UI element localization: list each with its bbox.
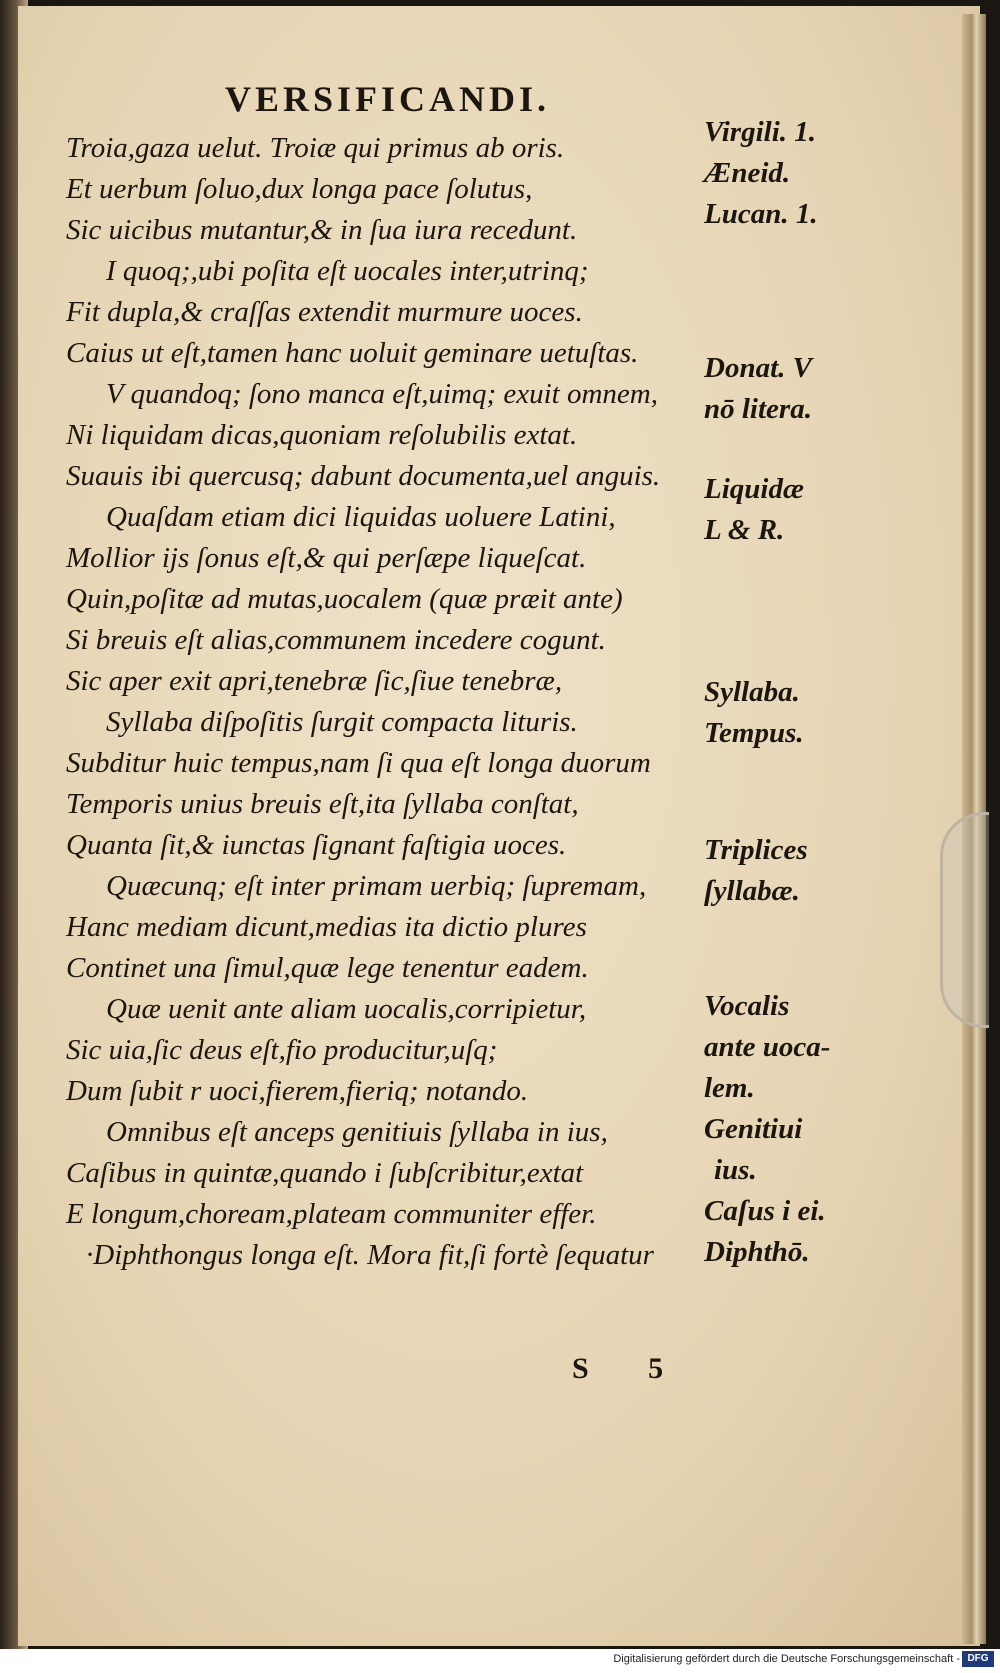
margin-note: Caſus i ei. — [704, 1195, 826, 1227]
signature-mark: S 5 — [572, 1352, 690, 1385]
text-line: Quin,poſitæ ad mutas,uocalem (quæ præit ante) — [66, 583, 623, 615]
text-line: Temporis unius breuis eſt,ita ſyllaba conſtat, — [66, 788, 579, 820]
text-line: Dum ſubit r uoci,fierem,fieriq; notando. — [66, 1075, 529, 1107]
text-line: Hanc mediam dicunt,medias ita dictio plures — [66, 911, 587, 943]
page-clip — [940, 812, 989, 1028]
text-line: Caſibus in quintæ,quando i ſubſcribitur,extat — [66, 1157, 584, 1189]
text-line: Caius ut eſt,tamen hanc uoluit geminare uetuſtas. — [66, 337, 639, 369]
text-line: Sic uicibus mutantur,& in ſua iura recedunt. — [66, 214, 578, 246]
text-line: Si breuis eſt alias,communem incedere cogunt. — [66, 624, 606, 656]
text-line: Syllaba diſpoſitis ſurgit compacta lituris. — [106, 706, 578, 738]
margin-note: nō litera. — [704, 393, 812, 425]
margin-note: lem. — [704, 1072, 755, 1104]
running-heading: VERSIFICANDI. — [225, 79, 551, 119]
margin-note: Æneid. — [704, 157, 791, 189]
margin-note: Diphthō. — [704, 1236, 810, 1268]
text-line: Sic aper exit apri,tenebræ ſic,ſiue tenebræ, — [66, 665, 563, 697]
dfg-logo: DFG — [962, 1651, 994, 1667]
margin-note: ante uoca- — [704, 1031, 831, 1063]
text-line: E longum,choream,plateam communiter effer. — [66, 1198, 597, 1230]
margin-note: Triplices — [704, 834, 808, 866]
text-line: Quæcunq; eſt inter primam uerbiq; ſupremam, — [106, 870, 647, 902]
text-line: Fit dupla,& craſſas extendit murmure uoces. — [66, 296, 583, 328]
margin-note: Genitiui — [704, 1113, 803, 1145]
margin-note: Donat. V — [704, 352, 812, 384]
margin-note: Vocalis — [704, 990, 790, 1022]
text-line: ·Diphthongus longa eſt. Mora fit,ſi fortè ſequatur — [86, 1239, 654, 1271]
margin-note: Liquidæ — [704, 473, 804, 505]
margin-note: Virgili. 1. — [704, 116, 817, 148]
margin-note: ſyllabæ. — [704, 875, 800, 907]
text-line: Suauis ibi quercusq; dabunt documenta,uel anguis. — [66, 460, 661, 492]
margin-note: Lucan. 1. — [704, 198, 818, 230]
text-line: Subditur huic tempus,nam ſi qua eſt longa duorum — [66, 747, 651, 779]
text-line: Sic uia,ſic deus eſt,fio producitur,uſq; — [66, 1034, 498, 1066]
text-line: Et uerbum ſoluo,dux longa pace ſolutus, — [66, 173, 533, 205]
text-line: Omnibus eſt anceps genitiuis ſyllaba in ius, — [106, 1116, 608, 1148]
text-line: Ni liquidam dicas,quoniam reſolubilis extat. — [66, 419, 578, 451]
text-line: Mollior ijs ſonus eſt,& qui perſæpe liqueſcat. — [66, 542, 587, 574]
digitization-credit: Digitalisierung gefördert durch die Deutsche Forschungsgemeinschaft - — [613, 1653, 960, 1665]
text-line: Quæ uenit ante aliam uocalis,corripietur, — [106, 993, 587, 1025]
margin-note: Syllaba. — [704, 676, 800, 708]
margin-note: L & R. — [704, 514, 785, 546]
text-line: Quanta ſit,& iunctas ſignant faſtigia uoces. — [66, 829, 567, 861]
text-line: V quandoq; ſono manca eſt,uimq; exuit omnem, — [106, 378, 658, 410]
text-line: Troia,gaza uelut. Troiæ qui primus ab oris. — [66, 132, 565, 164]
margin-note: Tempus. — [704, 717, 804, 749]
margin-note: ius. — [714, 1154, 757, 1186]
text-line: Quaſdam etiam dici liquidas uoluere Latini, — [106, 501, 616, 533]
text-line: Continet una ſimul,quæ lege tenentur eadem. — [66, 952, 589, 984]
text-line: I quoq;,ubi poſita eſt uocales inter,utrinq; — [106, 255, 589, 287]
